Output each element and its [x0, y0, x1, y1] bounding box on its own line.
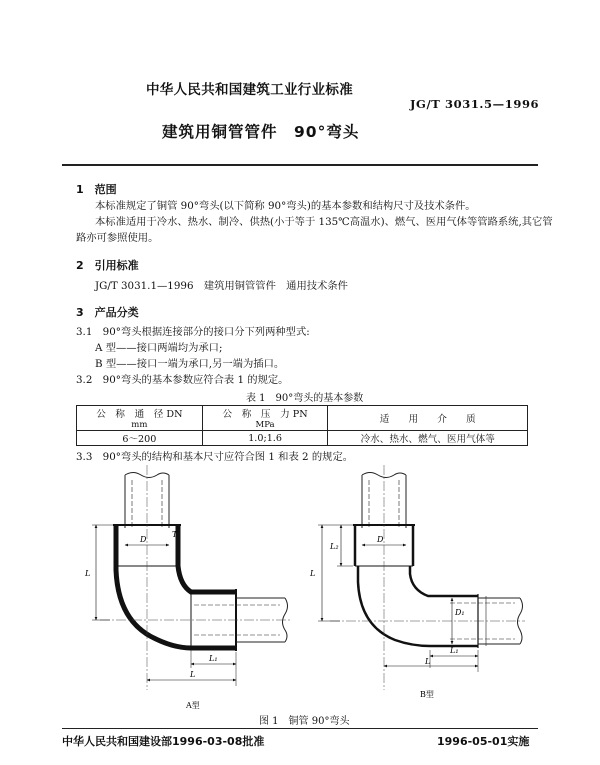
type-b-label-l1: L₁ [450, 646, 459, 655]
issuing-organization: 中华人民共和国建筑工业行业标准 [146, 82, 353, 98]
clause-3-2: 3.2 90°弯头的基本参数应符合表 1 的规定。 [76, 374, 289, 386]
type-a-figure-label: A型 [186, 701, 200, 710]
type-b-label-d: D [377, 535, 384, 544]
type-b-label-d1: D₁ [455, 608, 465, 617]
table-1-header-medium: 适 用 介 质 [328, 406, 528, 431]
table-1-header-dn: 公 称 通 径 DN mm [77, 406, 203, 431]
figure-1-caption: 图 1 铜管 90°弯头 [259, 716, 350, 727]
type-b-label-l-horizontal: L [425, 657, 431, 666]
type-b-figure-label: B型 [420, 690, 434, 699]
approval-statement: 中华人民共和国建设部1996-03-08批准 [62, 735, 265, 748]
table-1-header-pn: 公 称 压 力 PN MPa [202, 406, 328, 431]
type-a-label-d: D [140, 535, 147, 544]
section-1-paragraph-2-cont: 路亦可参照使用。 [76, 232, 159, 244]
section-3-heading: 3 产品分类 [76, 306, 139, 319]
footer-rule [62, 728, 538, 729]
section-1-paragraph-2: 本标准适用于冷水、热水、制冷、供热(小于等于 135℃高温水)、燃气、医用气体等管路系统,其它管 [95, 216, 553, 228]
type-b-elbow-drawing [318, 465, 525, 690]
reference-standard: JG/T 3031.1—1996 建筑用铜管管件 通用技术条件 [95, 280, 348, 292]
type-b-definition: B 型——接口一端为承口,另一端为插口。 [95, 358, 285, 370]
clause-3-1: 3.1 90°弯头根据连接部分的接口分下列两种型式: [76, 326, 310, 338]
section-1-paragraph-1: 本标准规定了铜管 90°弯头(以下简称 90°弯头)的基本参数和结构尺寸及技术条件。 [95, 200, 476, 212]
type-a-label-l1: L₁ [209, 654, 218, 663]
type-a-elbow-drawing [92, 465, 290, 690]
type-b-label-l2: L₂ [330, 542, 339, 551]
document-title: 建筑用铜管管件 90°弯头 [162, 123, 360, 141]
clause-3-3: 3.3 90°弯头的结构和基本尺寸应符合图 1 和表 2 的规定。 [76, 451, 354, 463]
type-a-definition: A 型——接口两端均为承口; [95, 342, 223, 354]
type-a-label-l-vertical: L [85, 569, 91, 578]
section-2-heading: 2 引用标准 [76, 259, 139, 272]
table-1-caption: 表 1 90°弯头的基本参数 [246, 393, 364, 404]
table-1-cell-dn: 6～200 [77, 431, 203, 446]
table-1-cell-medium: 冷水、热水、燃气、医用气体等 [328, 431, 528, 446]
type-a-label-t: T [172, 530, 178, 539]
table-1-cell-pn: 1.0;1.6 [202, 431, 328, 446]
implementation-date: 1996-05-01实施 [437, 735, 530, 748]
type-b-label-l-vertical: L [310, 569, 316, 578]
type-a-label-l-horizontal: L [190, 670, 196, 679]
standard-code: JG/T 3031.5—1996 [410, 97, 540, 111]
section-1-heading: 1 范围 [76, 183, 117, 196]
